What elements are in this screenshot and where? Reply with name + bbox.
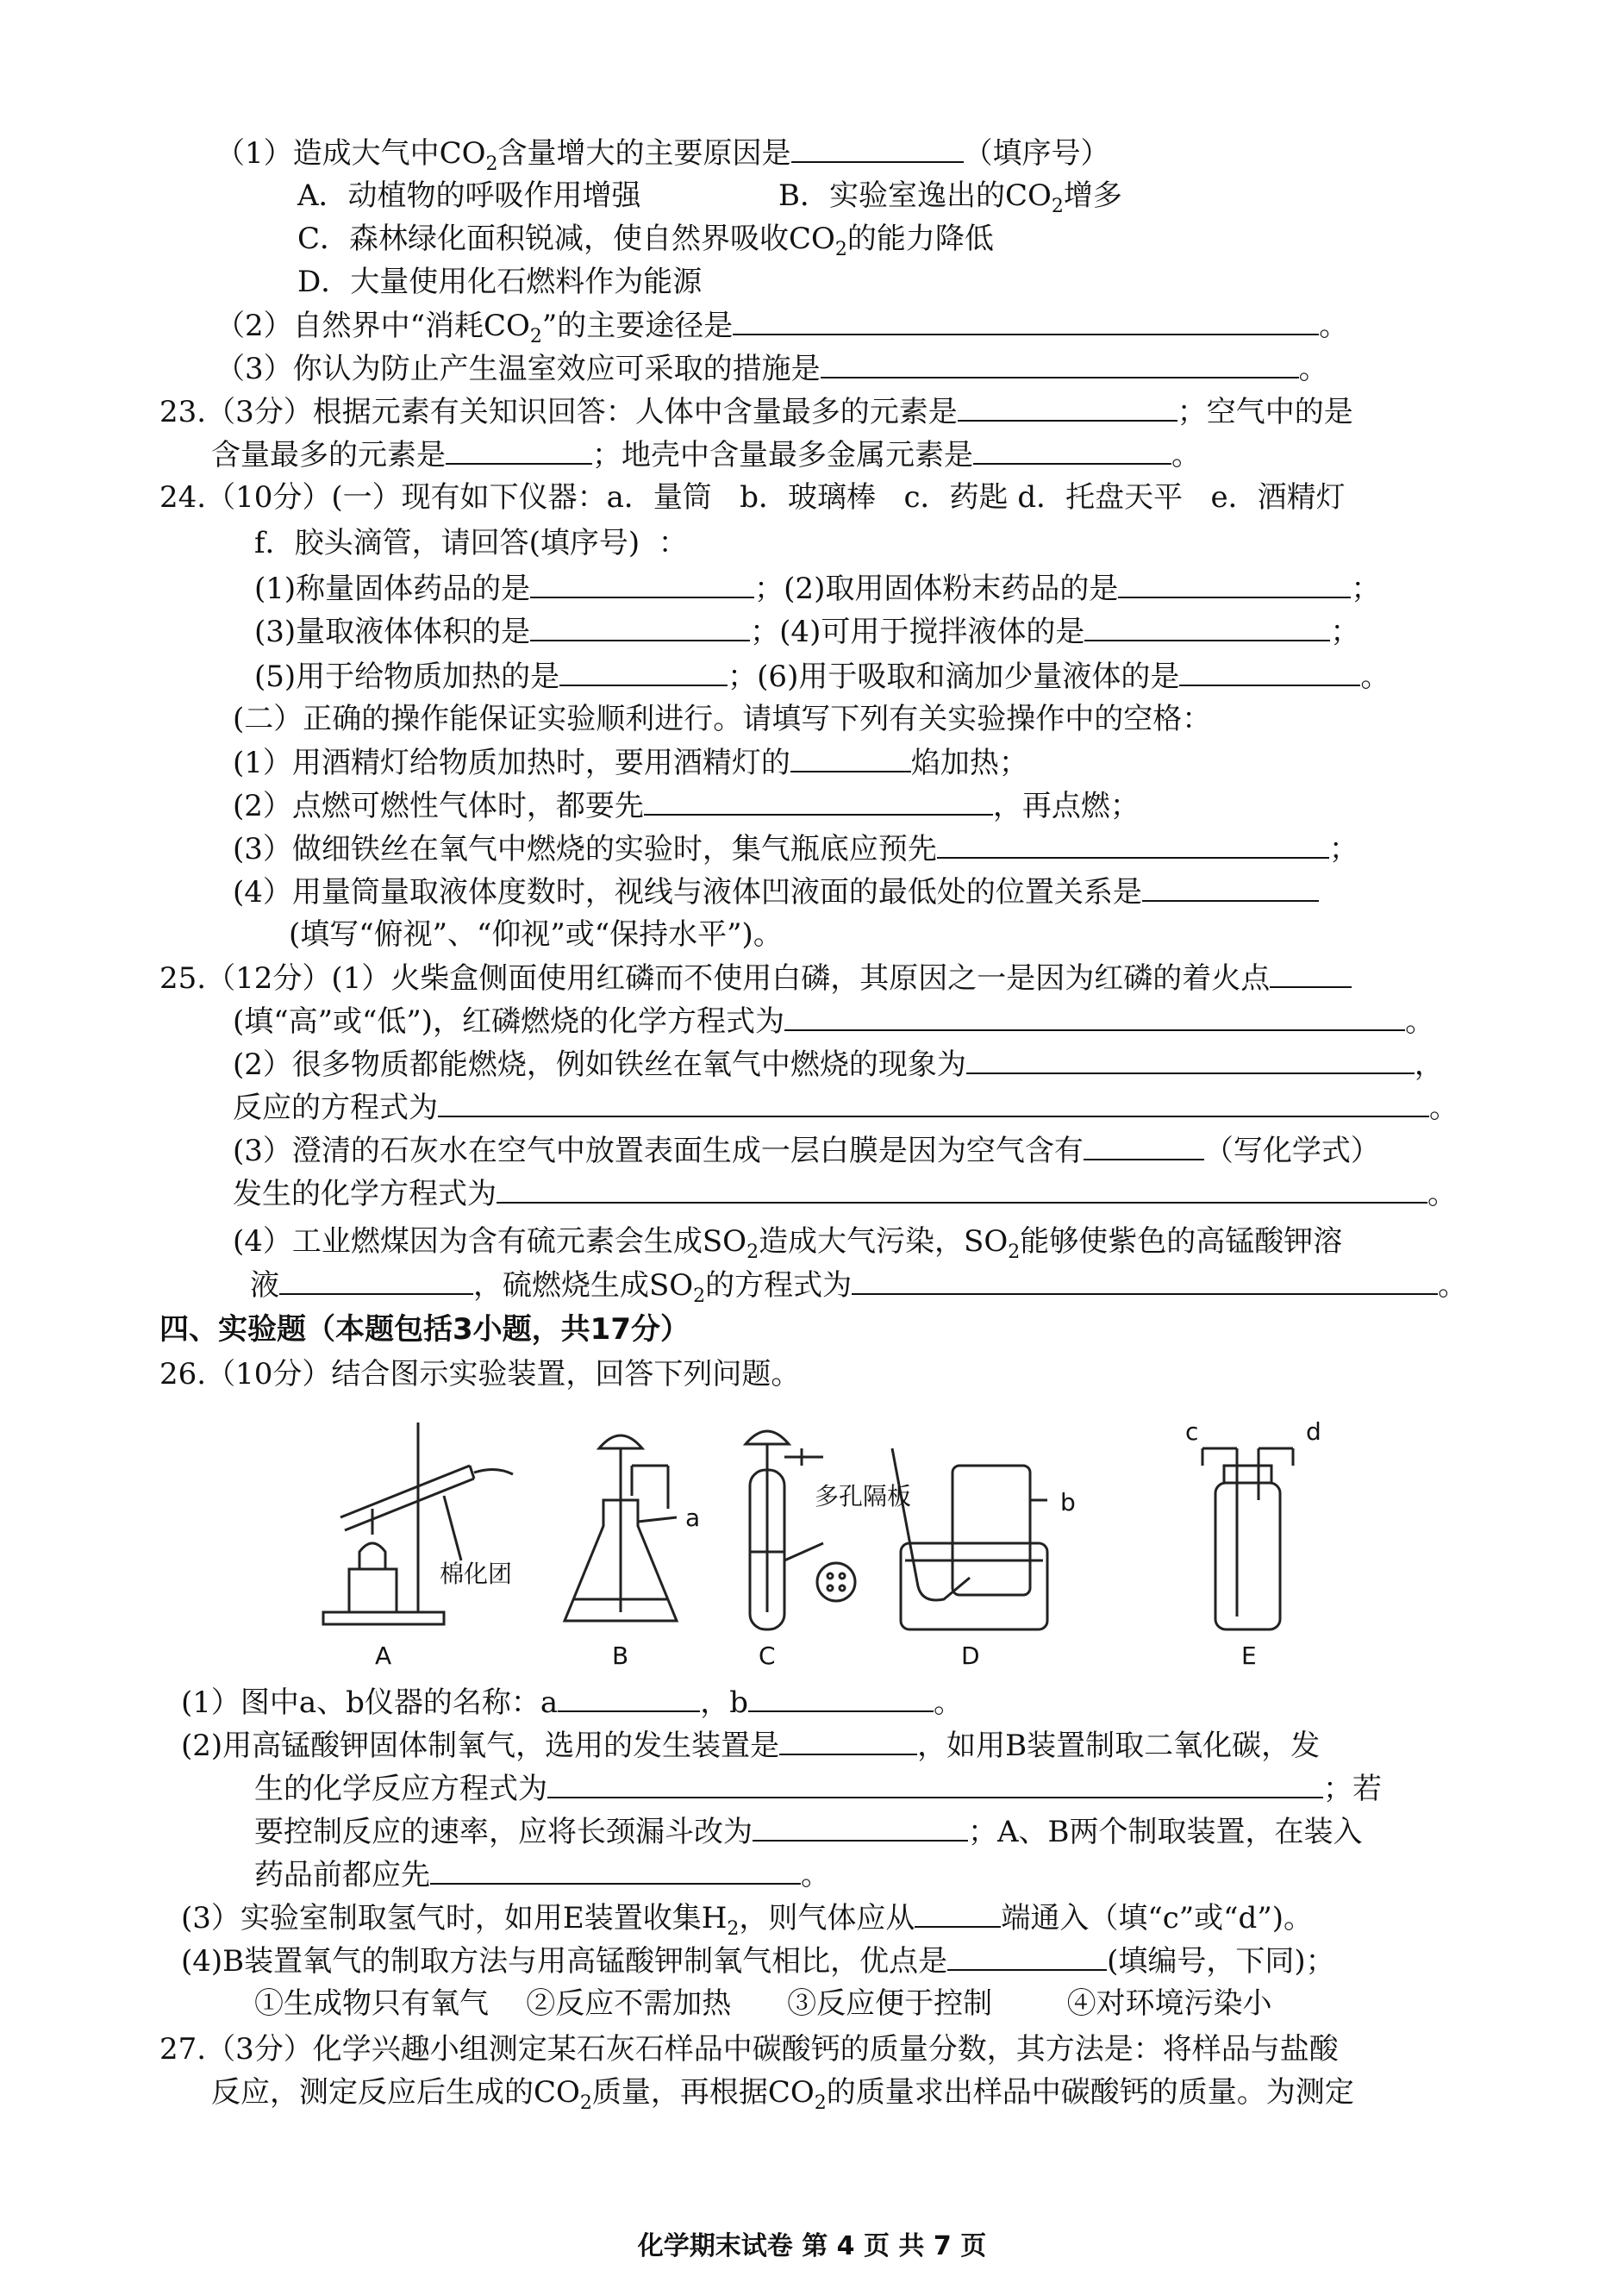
q22-option-c: C．森林绿化面积锐减，使自然界吸收$CO_2$的能力降低: [297, 222, 994, 260]
q25-line7: (4）工业燃煤因为含有硫元素会生成$SO_2$造成大气污染，$SO_2$能够使紫色的高锰酸钾溶: [233, 1224, 1343, 1263]
q24-line11: (填写“俯视”、“仰视”或“保持水平”)。: [289, 917, 783, 952]
q26-line8: ①生成物只有氧气 ②反应不需加热 ③反应便于控制 ④对环境污染小: [254, 1986, 1272, 2021]
q26-line3: 生的化学反应方程式为 ；若: [254, 1769, 1382, 1808]
page-footer: 化学期末试卷 第 4 页 共 7 页: [637, 2231, 987, 2261]
q22-option-a: A．动植物的呼吸作用增强: [297, 178, 641, 213]
q22-part2: （2）自然界中“消耗$CO_2$”的主要途径是 。: [215, 306, 1348, 356]
label-c: c: [1185, 1417, 1199, 1446]
q25-line3: (2）很多物质都能燃烧，例如铁丝在氧气中燃烧的现象为 ，: [233, 1045, 1444, 1084]
label-cotton: 棉化团: [440, 1560, 513, 1588]
apparatus-c: [746, 1431, 855, 1629]
label-porous-plate: 多孔隔板: [815, 1482, 912, 1510]
q24-line10: (4）用量筒量取液体度数时，视线与液体凹液面的最低处的位置关系是: [233, 872, 1319, 911]
label-A: A: [375, 1642, 392, 1670]
q24-line6: (二）正确的操作能保证实验顺利进行。请填写下列有关实验操作中的空格：: [233, 702, 1212, 736]
q26-line6: (3）实验室制取氢气时，如用E装置收集$H_2$，则气体应从 端通入（填“c”或“d”)。: [181, 1898, 1313, 1948]
q25-line8: 液 ，硫燃烧生成$SO_2$的方程式为 。: [250, 1266, 1467, 1316]
q22-part1: （1）造成大气中$CO_2$含量增大的主要原因是 （填序号）: [215, 134, 1110, 184]
q22-part3: （3）你认为防止产生温室效应可采取的措施是 。: [215, 349, 1328, 388]
q26-line7: (4)B装置氧气的制取方法与用高锰酸钾制氧气相比，优点是 (填编号，下同)；: [181, 1942, 1335, 1980]
q25-line2: (填“高”或“低”)，红磷燃烧的化学方程式为 。: [233, 1002, 1434, 1041]
apparatus-b: [565, 1435, 677, 1621]
q23-line1: 23.（3分）根据元素有关知识回答：人体中含量最多的元素是 ；空气中的是: [159, 392, 1353, 431]
q26-line4: 要控制反应的速率，应将长颈漏斗改为 ；A、B两个制取装置，在装入: [254, 1812, 1363, 1851]
q24-line3: (1)称量固体药品的是 ；(2)取用固体粉末药品的是 ；: [254, 569, 1380, 608]
q23-line2: 含量最多的元素是 ；地壳中含量最多金属元素是 。: [211, 435, 1201, 474]
label-a: a: [685, 1504, 701, 1532]
q25-line4: 反应的方程式为 。: [233, 1088, 1458, 1127]
apparatus-d: [892, 1448, 1047, 1629]
q26-line2: (2)用高锰酸钾固体制氧气，选用的发生装置是 ，如用B装置制取二氧化碳，发: [181, 1726, 1320, 1765]
q24-line1: 24.（10分）(一）现有如下仪器：a．量筒 b．玻璃棒 c．药匙 d．托盘天平 e．酒精灯: [159, 480, 1346, 515]
q24-line5: (5)用于给物质加热的是 ；(6)用于吸取和滴加少量液体的是 。: [254, 657, 1390, 696]
q22-option-b: B．实验室逸出的$CO_2$增多: [778, 178, 1122, 217]
q26-line1: (1）图中a、b仪器的名称：a ，b 。: [181, 1683, 963, 1722]
q24-line7: (1）用酒精灯给物质加热时，要用酒精灯的 焰加热；: [233, 743, 1028, 782]
q25-line1: 25.（12分）(1）火柴盒侧面使用红磷而不使用白磷，其原因之一是因为红磷的着火点: [159, 959, 1352, 997]
q22-option-d: D．大量使用化石燃料作为能源: [297, 265, 703, 299]
label-d: d: [1306, 1417, 1321, 1446]
label-B: B: [612, 1642, 629, 1670]
q26-intro: 26.（10分）结合图示实验装置，回答下列问题。: [159, 1357, 801, 1391]
apparatus-diagram: [315, 1414, 1349, 1673]
apparatus-a: [323, 1423, 513, 1624]
label-D: D: [961, 1642, 980, 1670]
apparatus-e: [1202, 1448, 1293, 1629]
q24-line9: (3）做细铁丝在氧气中燃烧的实验时，集气瓶底应预先 ；: [233, 829, 1359, 868]
q24-line2: f．胶头滴管，请回答(填序号) ：: [254, 526, 688, 560]
section-4-heading: 四、实验题（本题包括3小题，共17分）: [159, 1312, 690, 1347]
q24-line8: (2）点燃可燃性气体时，都要先 ，再点燃；: [233, 786, 1140, 825]
q25-line6: 发生的化学方程式为 。: [233, 1174, 1457, 1213]
q27-line2: 反应，测定反应后生成的$CO_2$质量，再根据$CO_2$的质量求出样品中碳酸钙的质量。为测定: [211, 2075, 1354, 2114]
q25-line5: (3）澄清的石灰水在空气中放置表面生成一层白膜是因为空气含有 （写化学式）: [233, 1131, 1380, 1170]
q27-line1: 27.（3分）化学兴趣小组测定某石灰石样品中碳酸钙的质量分数，其方法是：将样品与盐酸: [159, 2032, 1339, 2067]
q24-line4: (3)量取液体体积的是 ；(4)可用于搅拌液体的是 ；: [254, 612, 1359, 651]
q26-apparatus-figure: [315, 1414, 1349, 1673]
label-b: b: [1060, 1488, 1076, 1516]
q26-line5: 药品前都应先 。: [254, 1855, 830, 1894]
label-E: E: [1241, 1642, 1257, 1670]
label-C: C: [759, 1642, 776, 1670]
